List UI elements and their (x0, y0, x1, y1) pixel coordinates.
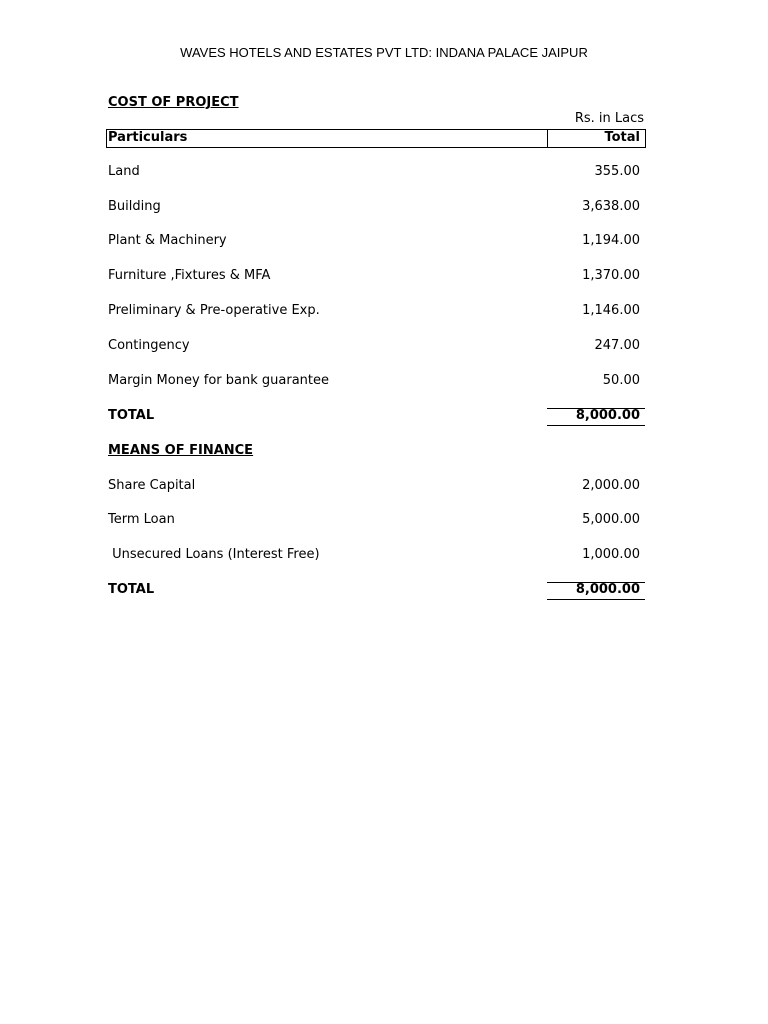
row-value: 1,194.00 (582, 233, 640, 248)
row-label: Share Capital (108, 478, 196, 493)
table-row (0, 477, 768, 495)
row-label: Preliminary & Pre-operative Exp. (108, 303, 320, 318)
row-value: 1,000.00 (582, 547, 640, 562)
row-value: 1,370.00 (582, 268, 640, 283)
row-label: Plant & Machinery (108, 233, 227, 248)
row-label: Contingency (108, 338, 190, 353)
total-label: TOTAL (108, 408, 155, 423)
row-value: 1,146.00 (582, 303, 640, 318)
total-row (0, 581, 768, 599)
row-value: 247.00 (594, 338, 640, 353)
row-value: 3,638.00 (582, 199, 640, 214)
table-row (0, 511, 768, 529)
column-header-total: Total (604, 130, 640, 145)
row-label: Margin Money for bank guarantee (108, 373, 329, 388)
table-row (0, 232, 768, 250)
total-value: 8,000.00 (575, 408, 640, 423)
row-label: Furniture ,Fixtures & MFA (108, 268, 271, 283)
means-of-finance-heading: MEANS OF FINANCE (108, 443, 254, 458)
row-value: 50.00 (602, 373, 640, 388)
document-title: WAVES HOTELS AND ESTATES PVT LTD: INDANA PALACE JAIPUR (180, 45, 588, 60)
row-label: Building (108, 199, 161, 214)
row-value: 5,000.00 (582, 512, 640, 527)
row-label: Unsecured Loans (Interest Free) (108, 547, 320, 562)
units-label: Rs. in Lacs (574, 111, 644, 126)
total-value: 8,000.00 (575, 582, 640, 597)
row-label: Land (108, 164, 140, 179)
cost-of-project-heading: COST OF PROJECT (108, 95, 239, 110)
row-value: 355.00 (594, 164, 640, 179)
row-value: 2,000.00 (582, 478, 640, 493)
table-row (0, 267, 768, 285)
total-label: TOTAL (108, 582, 155, 597)
table-row (0, 302, 768, 320)
table-row (0, 546, 768, 564)
total-rule-bottom (547, 599, 645, 600)
column-header-particulars: Particulars (108, 130, 188, 145)
total-row (0, 407, 768, 425)
row-label: Term Loan (108, 512, 175, 527)
table-row (0, 163, 768, 181)
total-rule-bottom (547, 425, 645, 426)
table-row (0, 372, 768, 390)
table-row (0, 198, 768, 216)
table-row (0, 337, 768, 355)
